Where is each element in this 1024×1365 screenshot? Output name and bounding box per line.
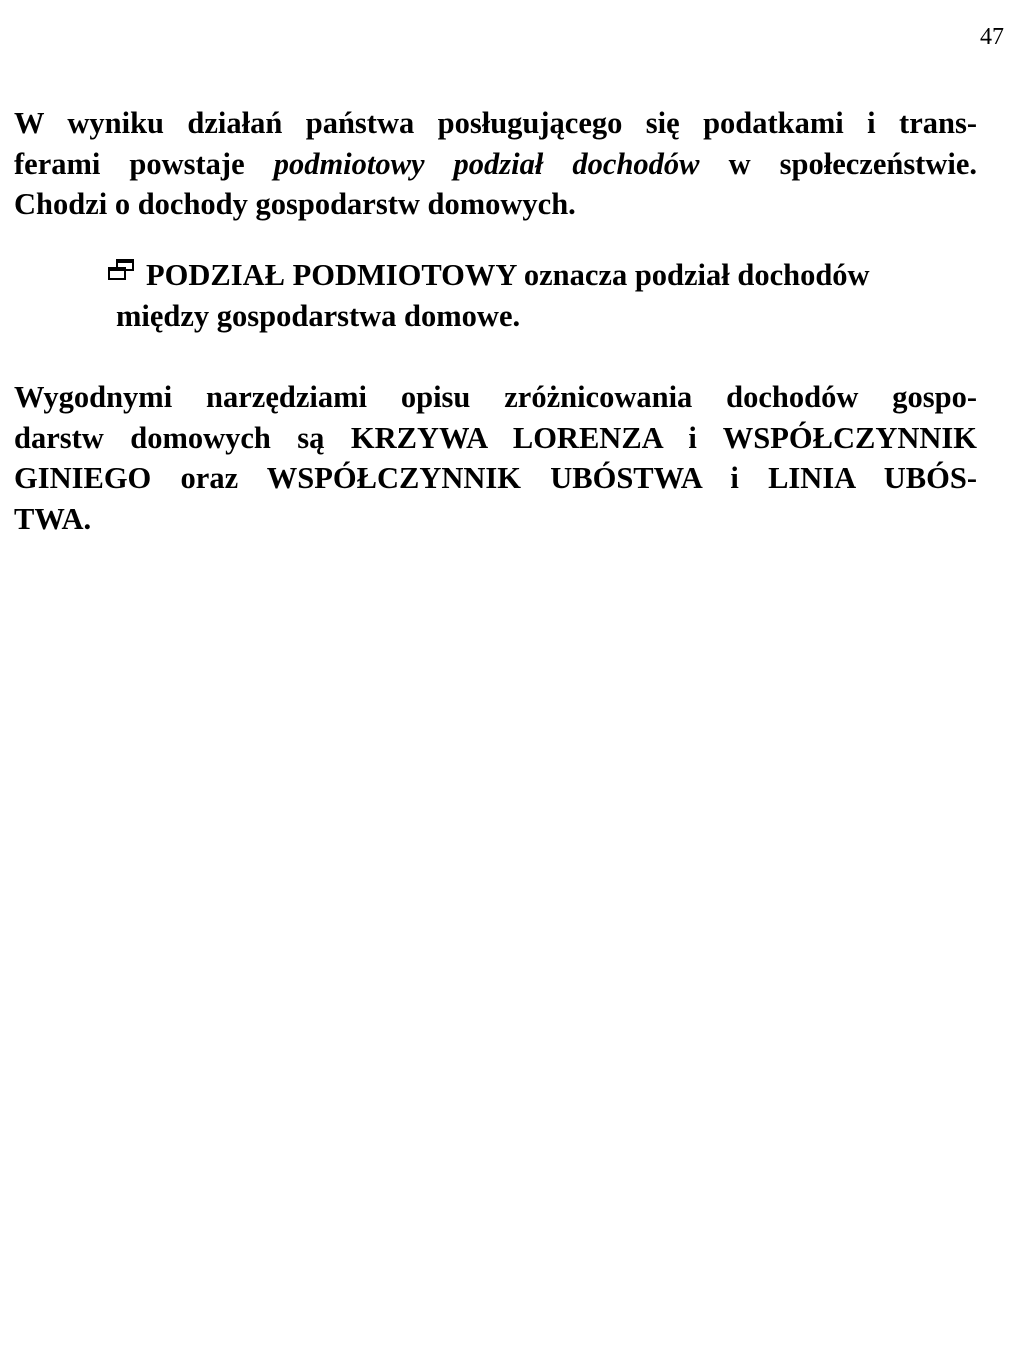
paragraph-tools-line-1: Wygodnymi narzędziami opisu zróżnicowania dochodów gospo- [14, 380, 977, 414]
paragraph-intro-line-2-end: w społeczeństwie. [699, 146, 978, 181]
window-icon [108, 259, 136, 281]
paragraph-tools-line-3: GINIEGO oraz WSPÓŁCZYNNIK UBÓSTWA i LINIA UBÓS- [14, 461, 977, 495]
paragraph-intro-line-2 [14, 144, 977, 185]
paragraph-intro-line-3: Chodzi o dochody gospodarstw domowych. [14, 187, 576, 221]
paragraph-tools-line-4: TWA. [14, 501, 92, 536]
page-number: 47 [980, 24, 1004, 50]
definition-line-2: między gospodarstwa domowe. [116, 298, 521, 333]
definition-line-1: PODZIAŁ PODMIOTOWY oznacza podział dochodów [146, 258, 870, 292]
paragraph-intro-line-2-start: ferami powstaje [14, 146, 274, 181]
paragraph-intro-line-1: W wyniku działań państwa posługującego się podatkami i trans- [14, 106, 977, 140]
paragraph-intro [14, 103, 977, 225]
paragraph-tools [14, 377, 977, 539]
paragraph-tools-line-2: darstw domowych są KRZYWA LORENZA i WSPÓŁCZYNNIK [14, 420, 977, 455]
emphasized-term: podmiotowy podział dochodów [273, 146, 700, 181]
definition-block [108, 255, 968, 336]
